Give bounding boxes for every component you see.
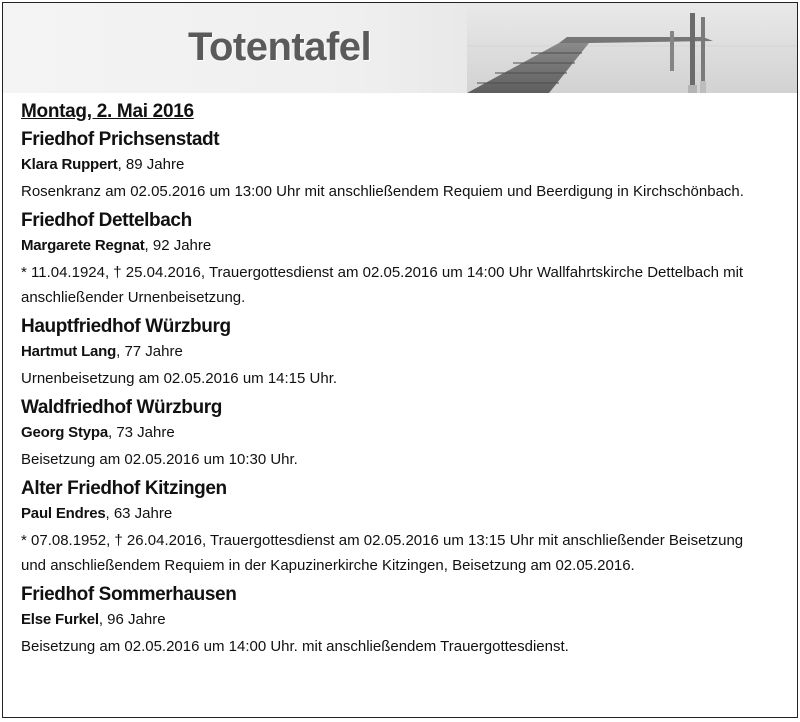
jetty-image	[467, 3, 797, 93]
cemetery-heading: Hauptfriedhof Würzburg	[21, 316, 231, 337]
person-name: Else Furkel	[21, 611, 99, 628]
person-age: , 89 Jahre	[117, 156, 185, 173]
obituary-entry	[21, 397, 797, 472]
service-details: Rosenkranz am 02.05.2016 um 13:00 Uhr mit anschließendem Requiem und Beerdigung in Kirchschönbach.	[21, 183, 744, 200]
cemetery-heading: Friedhof Prichsenstadt	[21, 129, 220, 150]
person-line	[21, 235, 797, 257]
person-line	[21, 154, 797, 176]
person-line	[21, 609, 797, 631]
person-name: Georg Stypa	[21, 424, 108, 441]
person-age: , 73 Jahre	[108, 424, 175, 441]
obituary-entry	[21, 584, 797, 659]
service-details: Beisetzung am 02.05.2016 um 14:00 Uhr. mit anschließendem Trauergottesdienst.	[21, 638, 569, 655]
obituary-entry	[21, 316, 797, 391]
service-details: Urnenbeisetzung am 02.05.2016 um 14:15 Uhr.	[21, 370, 338, 387]
person-age: , 96 Jahre	[98, 611, 166, 628]
obituary-entry	[21, 478, 797, 578]
obituary-board	[2, 2, 798, 718]
person-name: Klara Ruppert	[21, 156, 118, 173]
person-age: , 63 Jahre	[105, 505, 173, 522]
service-details: * 07.08.1952, † 26.04.2016, Trauergottesdienst am 02.05.2016 um 13:15 Uhr mit anschließender Beisetzung und anschließendem Requiem in der Kapuzinerkirche Kitzingen, Beisetzung am 02.05.2016.	[21, 532, 744, 574]
cemetery-heading: Alter Friedhof Kitzingen	[21, 478, 227, 499]
person-line	[21, 503, 797, 525]
cemetery-heading: Friedhof Dettelbach	[21, 210, 192, 231]
person-line	[21, 341, 797, 363]
person-line	[21, 422, 797, 444]
person-name: Hartmut Lang	[21, 343, 117, 360]
obituary-entry	[21, 129, 797, 204]
cemetery-heading: Friedhof Sommerhausen	[21, 584, 237, 605]
person-name: Margarete Regnat	[21, 237, 145, 254]
service-details: Beisetzung am 02.05.2016 um 10:30 Uhr.	[21, 451, 298, 468]
person-age: , 77 Jahre	[116, 343, 183, 360]
page-title: Totentafel	[188, 25, 372, 69]
header-banner	[3, 3, 797, 93]
person-age: , 92 Jahre	[144, 237, 212, 254]
person-name: Paul Endres	[21, 505, 106, 522]
obituary-content	[3, 93, 797, 659]
obituary-entry	[21, 210, 797, 310]
date-heading: Montag, 2. Mai 2016	[21, 101, 194, 122]
service-details: * 11.04.1924, † 25.04.2016, Trauergottesdienst am 02.05.2016 um 14:00 Uhr Wallfahrtskirche Dettelbach mit anschließender Urnenbeisetzung.	[21, 264, 744, 306]
cemetery-heading: Waldfriedhof Würzburg	[21, 397, 222, 418]
